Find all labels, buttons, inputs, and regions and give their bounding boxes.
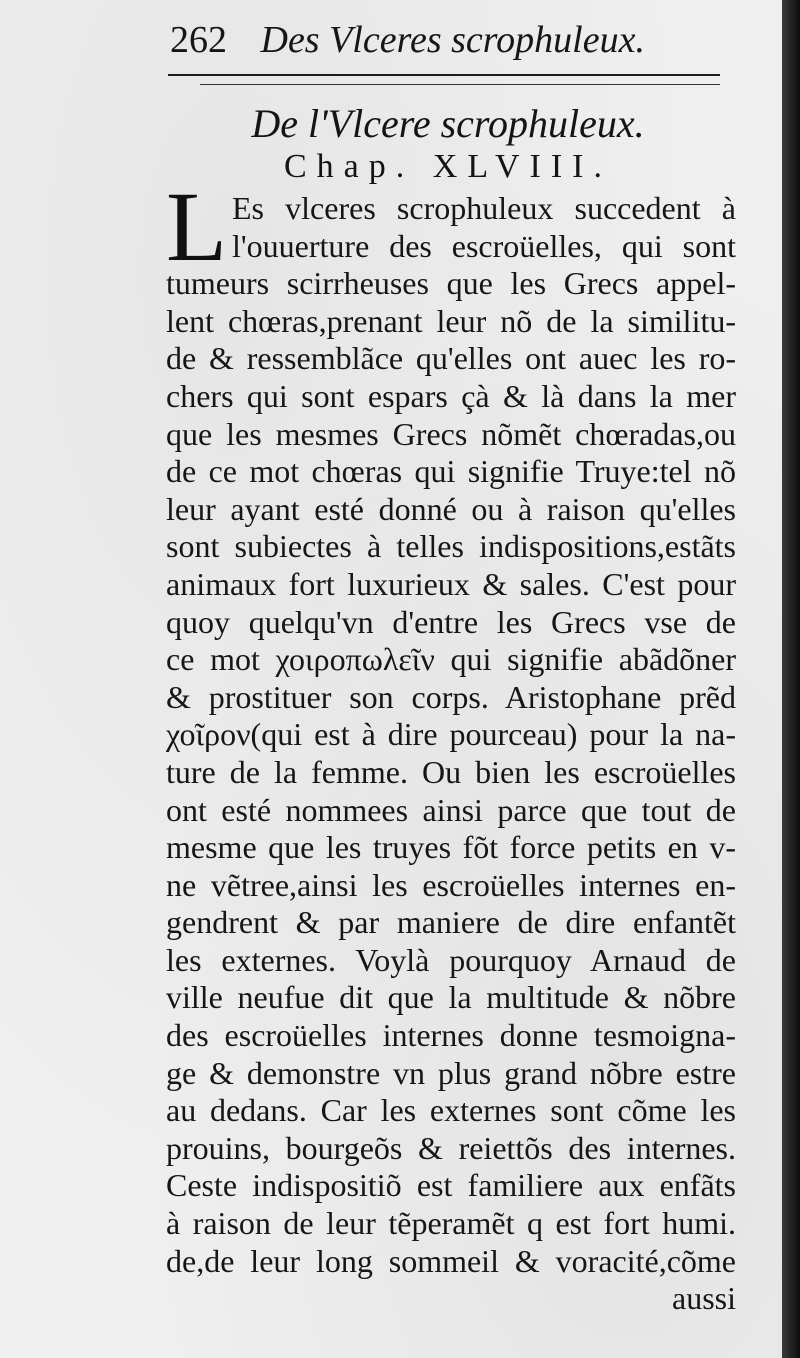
text-line: quoy quelqu'vn d'entre les Grecs vse de — [166, 603, 736, 640]
running-title: Des Vlceres scrophuleux. — [260, 19, 645, 61]
text-line: & prostituer son corps. Aristophane prẽd — [166, 678, 736, 715]
text-line: chers qui sont espars çà & là dans la mer — [166, 377, 736, 414]
text-line: Es vlceres scrophuleux succedent à — [232, 190, 736, 226]
text-line: lent chœras,prenant leur nõ de la similitu- — [166, 302, 736, 339]
drop-cap: L — [166, 171, 228, 282]
text-line: prouins, bourgeõs & reiettõs des internes. — [166, 1129, 736, 1166]
text-line: ont esté nommees ainsi parce que tout de — [166, 791, 736, 828]
text-line: aussi — [672, 1280, 736, 1317]
text-line: χοῖρον(qui est à dire pourceau) pour la na- — [166, 716, 736, 753]
text-line: mesme que les truyes fõt force petits en v- — [166, 829, 736, 866]
text-line: ville neufue dit que la multitude & nõbre — [166, 979, 736, 1016]
text-line: ne vẽtree,ainsi les escroüelles internes en- — [166, 866, 736, 903]
text-line: de,de leur long sommeil & voracité,cõme — [166, 1242, 736, 1279]
header-rule-secondary — [200, 84, 720, 85]
text-line: ture de la femme. Ou bien les escroüelles — [166, 753, 736, 790]
text-line: tumeurs scirrheuses que les Grecs appel- — [166, 265, 736, 302]
text-line: de & ressemblãce qu'elles ont auec les ro- — [166, 340, 736, 377]
page-number: 262 — [170, 19, 227, 61]
section-title: De l'Vlcere scrophuleux. — [251, 101, 645, 146]
text-line: gendrent & par maniere de dire enfantẽt — [166, 904, 736, 941]
text-line: animaux fort luxurieux & sales. C'est pour — [166, 565, 736, 602]
header-rule — [168, 74, 720, 76]
text-line: ce mot χοιροπωλεῖν qui signifie abãdõner — [166, 641, 736, 678]
text-line: ge & demonstre vn plus grand nõbre estre — [166, 1054, 736, 1091]
text-line: que les mesmes Grecs nõmẽt chœradas,ou — [166, 415, 736, 452]
running-head — [170, 18, 730, 62]
chapter-heading: Chap. XLVIII. — [284, 148, 612, 185]
text-line: les externes. Voylà pourquoy Arnaud de — [166, 941, 736, 978]
text-line: à raison de leur tẽperamẽt q est fort humi. — [166, 1205, 736, 1242]
page-gutter-shadow — [782, 0, 800, 1358]
text-line: Ceste indispositiõ est familiere aux enfãts — [166, 1167, 736, 1204]
text-line: de ce mot chœras qui signifie Truye:tel nõ — [166, 453, 736, 490]
body-text — [166, 190, 736, 1318]
text-line: l'ouuerture des escroüelles, qui sont — [232, 227, 736, 264]
text-line: leur ayant esté donné ou à raison qu'elles — [166, 490, 736, 527]
text-line: des escroüelles internes donne tesmoigna- — [166, 1017, 736, 1054]
text-line: sont subiectes à telles indispositions,estãts — [166, 528, 736, 565]
text-line: au dedans. Car les externes sont cõme les — [166, 1092, 736, 1129]
